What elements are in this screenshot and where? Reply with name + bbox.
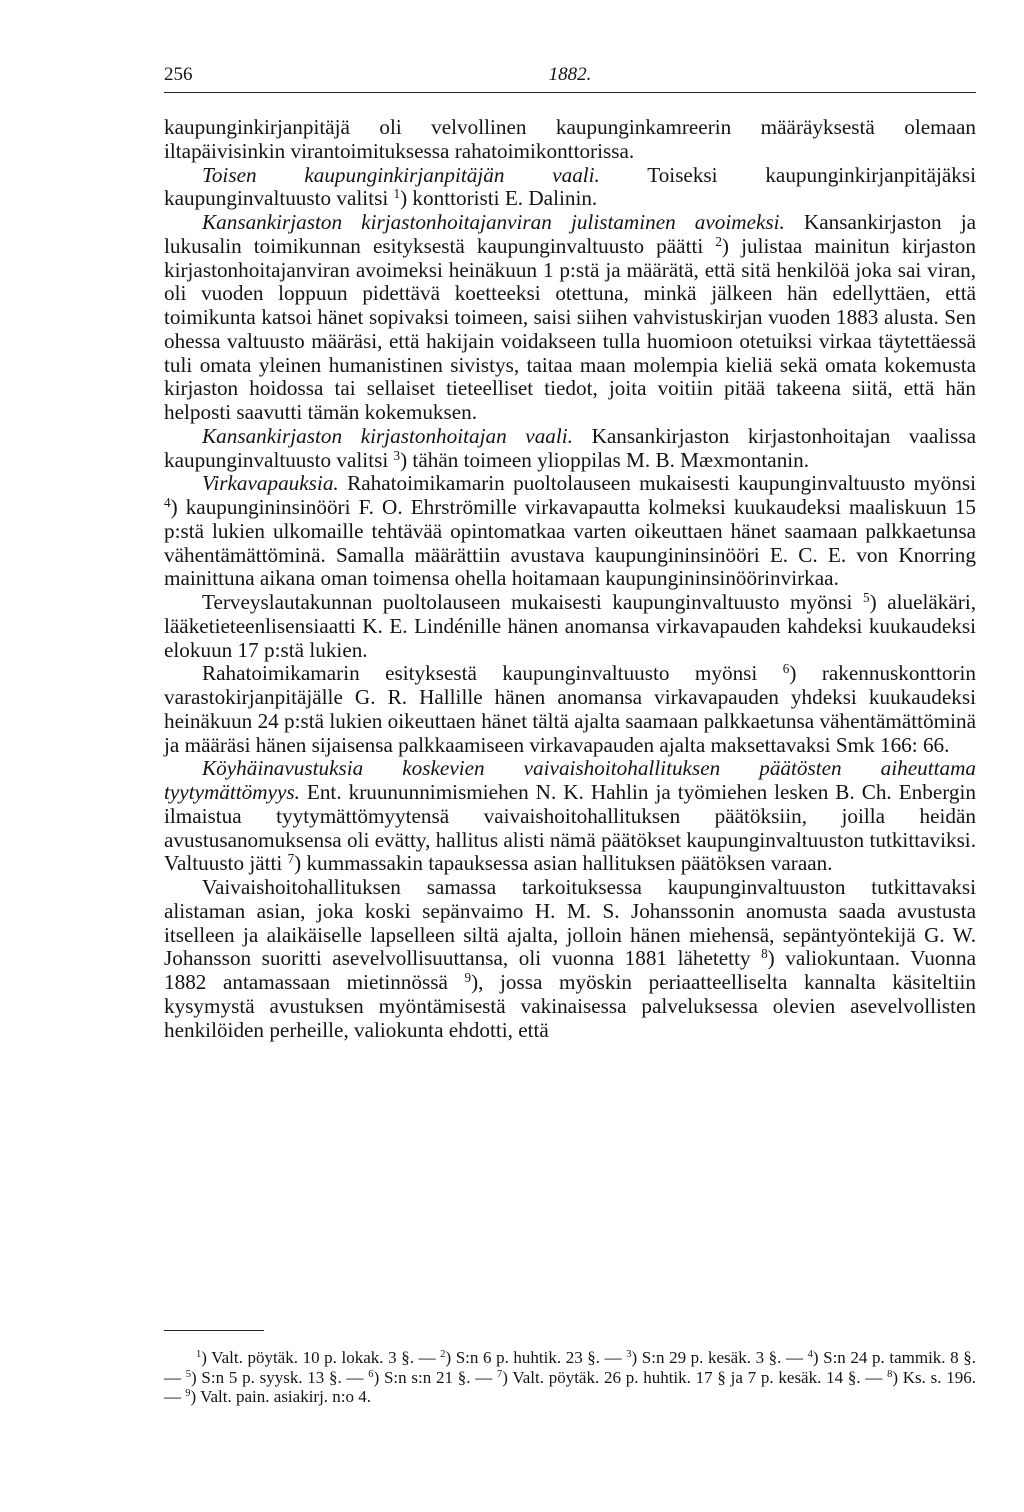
- paragraph-text: ) rakennuskonttorin varastokirjanpitäjälle G. R. Hallille hänen anomansa virkavapauden yhdeksi kuukaudeksi heinäkuun 24 p:stä lukien oikeuttaen hänet tältä ajalta saamaan palkkaetunsa vähentämättöminä ja määräsi hänen sijaisensa palkkaamiseen virkavapauden ajalta maksettavaksi Smk 166: 66.: [164, 661, 976, 757]
- footnotes: [164, 1348, 976, 1407]
- page-number: 256: [164, 64, 193, 85]
- paragraph-text: Toiseksi kaupunginkirjanpitäjäksi kaupunginvaltuusto valitsi: [164, 162, 976, 211]
- paragraph-text: ) tähän toimeen ylioppilas M. B. Mæxmontanin.: [400, 447, 810, 472]
- footnote-reference: 3: [393, 447, 401, 463]
- footnote-number: 3: [626, 1349, 632, 1361]
- footnote-text: ) Valt. pöytäk. 10 p. lokak. 3 §. —: [201, 1348, 441, 1367]
- footnote-text: ) S:n 29 p. kesäk. 3 §. —: [631, 1348, 808, 1367]
- paragraph-text: Kansankirjaston ja lukusalin toimikunnan esityksestä kaupunginvaltuusto päätti: [164, 210, 976, 258]
- footnote-number: 1: [196, 1349, 202, 1361]
- paragraph: [164, 591, 976, 662]
- paragraph: [164, 211, 976, 425]
- footnote-number: 9: [185, 1388, 191, 1400]
- paragraph-text: Ent. kruununnimismiehen N. K. Hahlin ja työmiehen lesken B. Ch. Enbergin ilmaistua tyytymättömyytensä vaivaishoitohallituksen päätöksiin, joilla heidän avustusanomuksensa oli evätty, hallitus alisti nämä päätökset kaupunginvaltuuston tutkittaviksi. Valtuusto jätti: [164, 780, 976, 876]
- paragraph-text: ), jossa myöskin periaatteelliselta kannalta käsiteltiin kysymystä avustuksen myöntämisestä vakinaisessa palveluksessa olevien asevelvollisten henkilöiden perheille, valiokunta ehdotti, että: [164, 970, 976, 1042]
- footnote-number: 7: [496, 1368, 503, 1380]
- paragraph-text: Terveyslautakunnan puoltolauseen mukaisesti kaupunginvaltuusto myönsi: [202, 590, 863, 614]
- running-head-year: 1882.: [548, 64, 592, 85]
- section-heading: Virkavapauksia.: [202, 471, 339, 496]
- paragraph: [164, 472, 976, 591]
- page-header: [164, 62, 976, 93]
- paragraph-text: Kansankirjaston kirjastonhoitajan vaalissa kaupunginvaltuusto valitsi: [164, 423, 976, 472]
- footnote-text: ) Valt. pöytäk. 26 p. huhtik. 17 § ja 7 p. kesäk. 14 §. —: [502, 1367, 888, 1387]
- footnote-text: ) S:n 24 p. tammik. 8 §. —: [164, 1348, 976, 1387]
- paragraph: [164, 662, 976, 757]
- paragraph-text: ) konttoristi E. Dalinin.: [400, 186, 598, 211]
- footnote-reference: 9: [464, 969, 472, 985]
- section-heading: Kansankirjaston kirjastonhoitajan vaali.: [202, 423, 573, 448]
- footnote-reference: 5: [863, 589, 870, 605]
- footnote-reference: 6: [782, 661, 790, 677]
- footnote-text: ) S:n 5 p. syysk. 13 §. —: [191, 1367, 369, 1387]
- footnote-reference: 2: [715, 233, 722, 249]
- footnote-divider: [164, 1330, 264, 1331]
- paragraph-text: ) kaupungininsinööri F. O. Ehrströmille virkavapautta kolmeksi kuukaudeksi maaliskuun 15 p:stä lukien ulkomaille tehtävää opintomatkaa varten oikeuttaen hänet saamaan palkkaetunsa vähentämättöminä. Samalla määrättiin avustava kaupungininsinööri E. C. E. von Knorring mainittuna aikana oman toimensa ohella hoitamaan kaupungininsinöörinvirkaa.: [164, 495, 976, 591]
- paragraph: [164, 425, 976, 473]
- paragraph: [164, 164, 976, 212]
- section-heading: Köyhäinavustuksia koskevien vaivaishoitohallituksen päätösten aiheuttama tyytymättömyys.: [164, 756, 976, 804]
- footnote-text: ) Valt. pain. asiakirj. n:o 4.: [190, 1387, 372, 1406]
- paragraph-text: ) valiokuntaan. Vuonna 1882 antamassaan mietinnössä: [164, 946, 976, 994]
- paragraph: [164, 757, 976, 876]
- footnote-text: ) S:n 6 p. huhtik. 23 §. —: [445, 1348, 627, 1367]
- footnote-reference: 8: [761, 946, 768, 962]
- paragraph-text: Rahatoimikamarin puoltolauseen mukaisesti kaupunginvaltuusto myönsi: [338, 471, 976, 496]
- footnote-reference: 4: [164, 494, 171, 510]
- footnote-reference: 1: [393, 186, 401, 202]
- footnote-number: 5: [185, 1368, 192, 1380]
- paragraph-text: ) kummassakin tapauksessa asian hallituksen päätöksen varaan.: [294, 851, 833, 876]
- footnote-number: 2: [440, 1349, 446, 1361]
- section-heading: Toisen kaupunginkirjanpitäjän vaali.: [202, 162, 600, 187]
- paragraph-text: ) alueläkäri, lääketieteenlisensiaatti K. E. Lindénille hänen anomansa virkavapauden kahdeksi kuukaudeksi elokuun 17 p:stä lukien.: [164, 590, 977, 662]
- footnote-text: ) Ks. s. 196. —: [164, 1367, 976, 1406]
- paragraph: [164, 116, 976, 164]
- footnote-reference: 7: [287, 851, 295, 867]
- body-text: [164, 116, 976, 1042]
- footnote-block: [164, 1348, 976, 1407]
- footnote-number: 6: [368, 1368, 374, 1380]
- footnote-number: 4: [807, 1349, 813, 1361]
- footnote-text: ) S:n s:n 21 §. —: [373, 1367, 497, 1387]
- paragraph: [164, 876, 976, 1042]
- footnote-number: 8: [887, 1368, 893, 1380]
- section-heading: Kansankirjaston kirjastonhoitajanviran julistaminen avoimeksi.: [202, 210, 785, 234]
- paragraph-text: kaupunginkirjanpitäjä oli velvollinen kaupunginkamreerin määräyksestä olemaan iltapäivisinkin virantoimituksessa rahatoimikonttorissa.: [164, 115, 976, 163]
- paragraph-text: Rahatoimikamarin esityksestä kaupunginvaltuusto myönsi: [202, 661, 783, 686]
- paragraph-text: Vaivaishoitohallituksen samassa tarkoituksessa kaupunginvaltuuston tutkittavaksi alistaman asian, joka koski sepänvaimo H. M. S. Johanssonin anomusta saada avustusta itselleen ja alaikäiselle lapselleen siltä ajalta, jolloin hänen miehensä, sepäntyöntekijä G. W. Johansson suoritti asevelvollisuuttansa, oli vuonna 1881 lähetetty: [164, 875, 976, 971]
- paragraph-text: ) julistaa mainitun kirjaston kirjastonhoitajanviran avoimeksi heinäkuun 1 p:stä ja määrätä, että sitä henkilöä joka sai viran, oli vuoden loppuun pidettävä koetteeksi otettuna, minkä jälkeen hän edellyttäen, että toimikunta katsoi hänet sopivaksi toimeen, saisi siihen vahvistuskirjan vuoden 1883 alusta. Sen ohessa valtuusto määräsi, että hakijain voidakseen tulla huomioon otetuiksi virkaa täytettäessä tuli omata yleinen humanistinen sivistys, taitaa maan molempia kieliä sekä omata kokemusta kirjaston hoidossa tai sellaiset tieteelliset tiedot, joita voitiin pitää takeena siitä, että hän helposti saavutti tämän kokemuksen.: [164, 233, 976, 424]
